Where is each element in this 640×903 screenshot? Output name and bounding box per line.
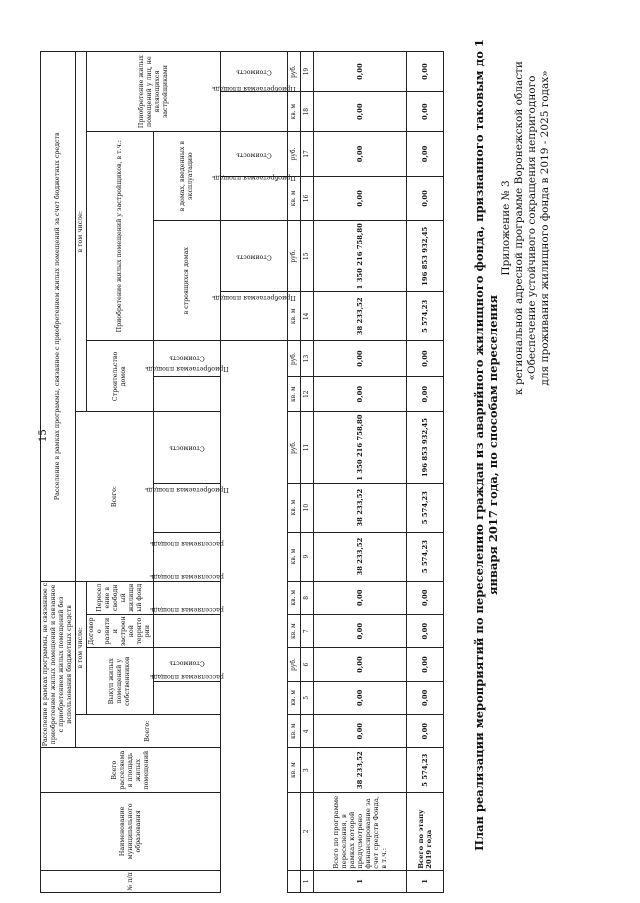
leaf-cost-19: Стоимость xyxy=(221,52,288,92)
appendix-header xyxy=(500,33,552,423)
table-row: 1 Всего по этапу 2019 года 5 574,23 0,00 0,00 0,00 0,00 0,00 5 574,23 5 574,23 196 853 932,45 0,00 0,00 5 574,23 196 853 932,45 0,00 0,00 0,00 0,00 xyxy=(407,52,444,893)
leaf-acq-14: Приобретаемая площадь xyxy=(221,292,288,341)
leaf-rass-8: расселяемая площадь xyxy=(154,581,221,614)
header-municipality: Наименование муниципального образования xyxy=(41,792,221,870)
appendix-line-3: «Обеспечение устойчивого сокращения непригодного xyxy=(526,75,538,381)
header-total-area: Всего расселяемая площадь жилых помещений xyxy=(41,748,221,792)
header-vsego-2: Всего: xyxy=(76,412,154,581)
appendix-line-1: Приложение № 3 xyxy=(500,180,512,276)
page-number: 15 xyxy=(38,429,49,442)
units-row: кв. м кв. м кв. м руб. кв. м кв. м кв. м кв. м руб. кв. м руб. кв. м руб. кв. м руб. кв. м руб. xyxy=(288,52,301,893)
header-construction: Строительство домов xyxy=(87,341,154,412)
header-building-houses: в строящихся домах xyxy=(154,221,221,341)
header-acquisition: Приобретение жилых помещений у застройщиков, в т.ч.: xyxy=(87,132,154,341)
header-commissioned: в домах, введенных в эксплуатацию xyxy=(154,132,221,221)
header-group-budget: Расселение в рамках программы, связанное с приобретением жилых помещений за счет бюджетных средств xyxy=(41,52,76,582)
header-buyout: Выкуп жилых помещений у собственников xyxy=(87,648,154,715)
leaf-cost-15: Стоимость xyxy=(221,221,288,292)
header-free-fund: Переселение в свободный жилищный фонд xyxy=(87,581,154,614)
leaf-acq-12: Приобретаемая площадь xyxy=(154,376,221,412)
leaf-acq-18: Приобретаемая площадь xyxy=(221,92,288,132)
header-group-no-budget: Расселение в рамках программы, не связанное с приобретением жилых помещений и связанное с приобретением жилых помещений без использования бюджетных средств xyxy=(41,581,76,748)
rotated-page-content xyxy=(10,13,630,893)
leaf-rass-5: расселяемая площадь xyxy=(154,681,221,714)
header-v-tom-chisle-2: в том числе: xyxy=(76,52,87,413)
header-not-developers: Приобретение жилых помещений у лиц, не являющихся застройщиками xyxy=(87,52,221,132)
leaf-cost-11: Стоимость xyxy=(154,412,221,483)
appendix-line-2: к региональной адресной программе Воронежской области xyxy=(513,61,525,395)
resettlement-plan-table xyxy=(40,51,444,893)
leaf-cost-6: Стоимость xyxy=(154,648,221,681)
header-dogovor: Договор о развитии застроенной территории xyxy=(87,614,154,647)
header-num: № п/п xyxy=(41,870,221,892)
document-title: План реализации мероприятий по переселению граждан из аварийного жилищного фонда, признанного таковым до 1 января 2017 года, по способам переселения xyxy=(472,39,500,851)
column-numbers-row: 1 2 3 4 5 6 7 8 9 10 11 12 13 14 15 16 17 18 19 xyxy=(301,52,314,893)
leaf-rass-7: расселяемая площадь xyxy=(154,614,221,647)
leaf-acq-16: Приобретаемая площадь xyxy=(221,176,288,220)
leaf-acq-10: Приобретаемая площадь xyxy=(154,483,221,532)
appendix-line-4: для проживания жилищного фонда в 2019 - 2025 годах» xyxy=(539,70,551,386)
leaf-cost-13: Стоимость xyxy=(154,341,221,377)
leaf-cost-17: Стоимость xyxy=(221,132,288,176)
header-v-tom-chisle-1: в том числе: xyxy=(76,581,87,715)
table-row: 1 Всего по программе переселения, в рамках которой предусмотрено финансирование за счет средств Фонда, в т.ч.: 38 233,52 0,00 0,00 0,00 0,00 0,00 38 233,52 38 233,52 1 350 216 758,80 0,00 0,00 38 233,52 1 350 216 758,80 0,00 0,00 0,00 0,00 xyxy=(314,52,407,893)
leaf-rass-9: расселяемая площадь xyxy=(154,532,221,581)
header-vsego-1: Всего: xyxy=(76,715,221,748)
